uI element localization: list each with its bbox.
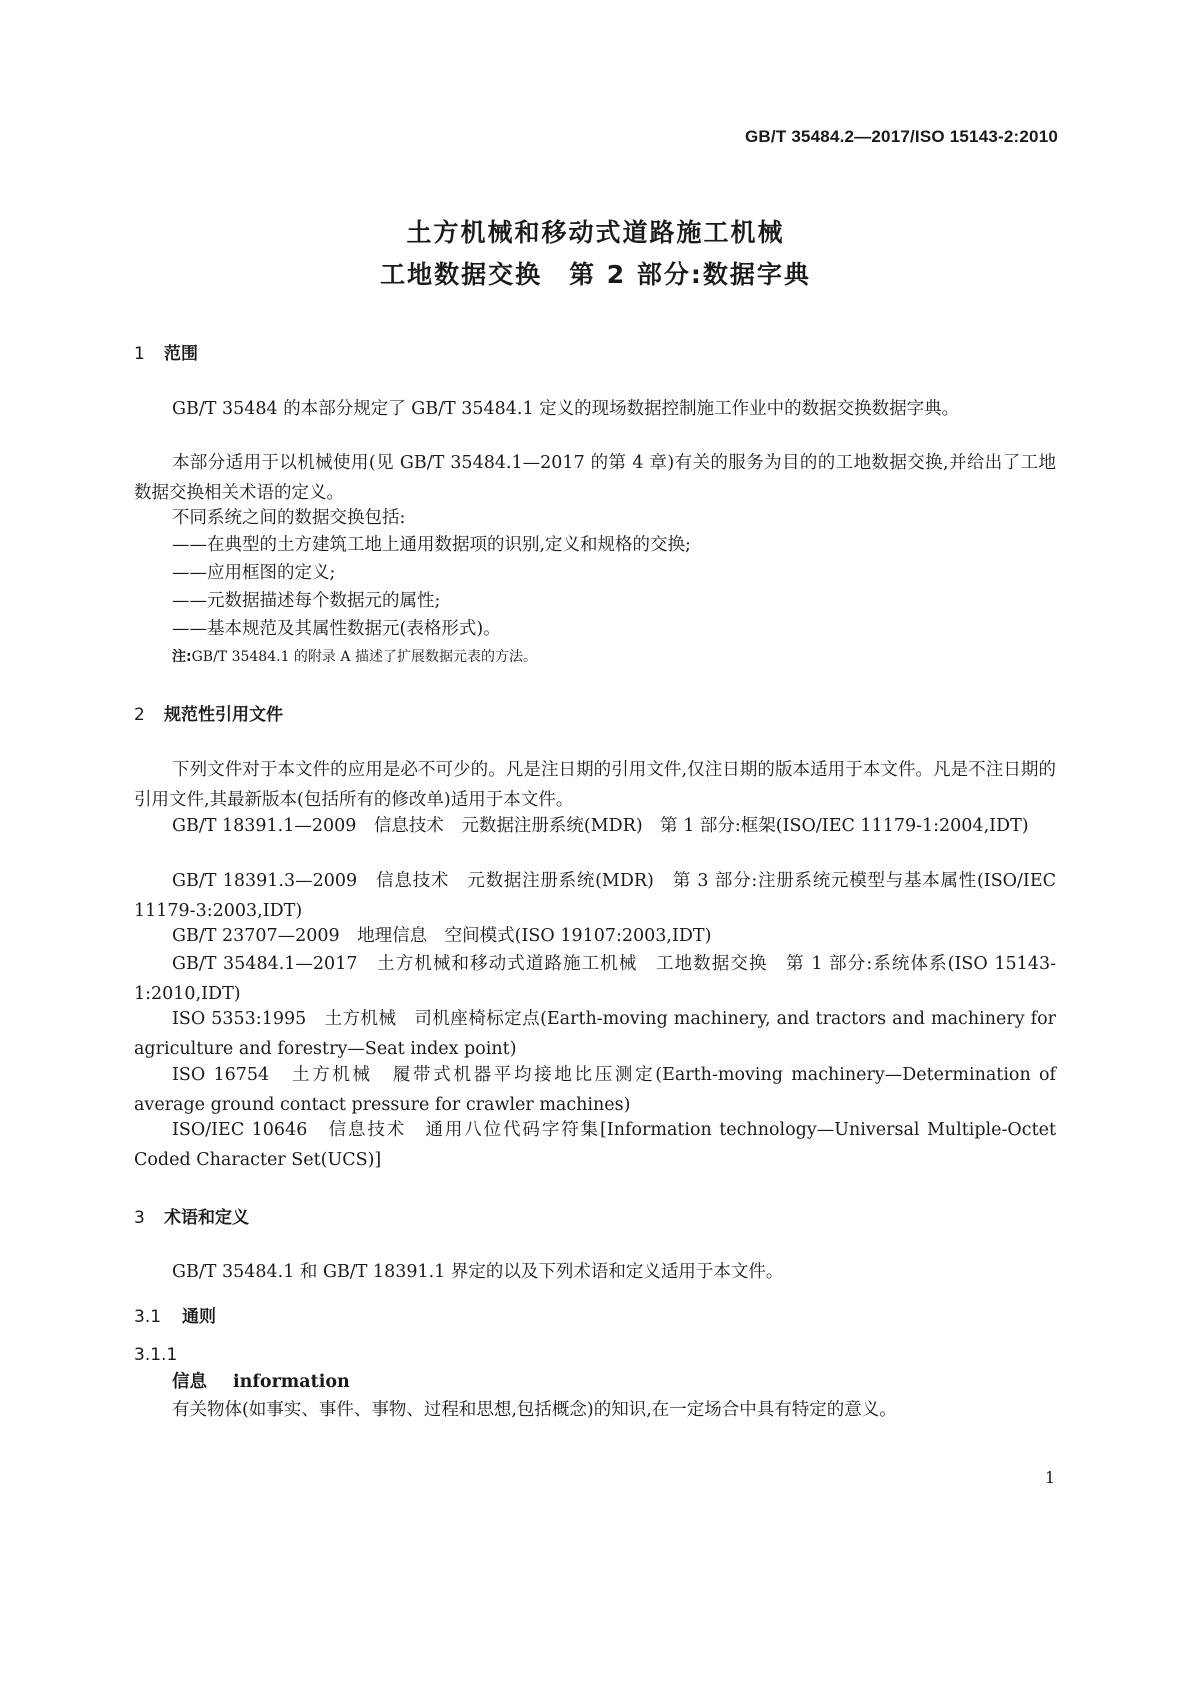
reference-entry: GB/T 35484.1—2017 土方机械和移动式道路施工机械 工地数据交换 第 1 部分:系统体系(ISO 15143-1:2010,IDT) <box>134 954 1056 1004</box>
normative-refs-intro: 下列文件对于本文件的应用是必不可少的。凡是注日期的引用文件,仅注日期的版本适用于本文件。凡是不注日期的引用文件,其最新版本(包括所有的修改单)适用于本文件。 <box>134 760 1056 810</box>
section-3-heading <box>134 1203 249 1228</box>
section-title: 范围 <box>164 344 198 364</box>
term-entry <box>172 1367 350 1397</box>
term-english: information <box>233 1372 350 1392</box>
scope-paragraph-3: 不同系统之间的数据交换包括: <box>172 508 406 528</box>
page-number: 1 <box>1044 1468 1055 1487</box>
section-number: 2 <box>134 705 145 725</box>
section-title: 规范性引用文件 <box>164 705 283 725</box>
term-chinese: 信息 <box>172 1372 207 1392</box>
reference-entry: ISO 16754 土方机械 履带式机器平均接地比压测定(Earth-moving machinery—Determination of average ground contact pressure for crawler machines) <box>134 1065 1056 1115</box>
subsection-title: 通则 <box>182 1307 216 1327</box>
section-number: 3 <box>134 1208 145 1228</box>
document-title-line1: 土方机械和移动式道路施工机械 <box>406 218 785 247</box>
note-text: GB/T 35484.1 的附录 A 描述了扩展数据元表的方法。 <box>191 649 537 665</box>
reference-entry: GB/T 18391.3—2009 信息技术 元数据注册系统(MDR) 第 3 部分:注册系统元模型与基本属性(ISO/IEC 11179-3:2003,IDT) <box>134 871 1056 921</box>
document-title-line2: 工地数据交换 第 2 部分:数据字典 <box>380 260 811 289</box>
scope-list-item: ——基本规范及其属性数据元(表格形式)。 <box>172 619 501 639</box>
scope-list-item: ——在典型的土方建筑工地上通用数据项的识别,定义和规格的交换; <box>172 535 691 555</box>
reference-entry: GB/T 23707—2009 地理信息 空间模式(ISO 19107:2003,IDT) <box>172 926 712 946</box>
scope-paragraph-2: 本部分适用于以机械使用(见 GB/T 35484.1—2017 的第 4 章)有关的服务为目的的工地数据交换,并给出了工地数据交换相关术语的定义。 <box>134 453 1056 503</box>
terms-intro: GB/T 35484.1 和 GB/T 18391.1 界定的以及下列术语和定义适用于本文件。 <box>172 1262 784 1282</box>
reference-entry: ISO 5353:1995 土方机械 司机座椅标定点(Earth-moving machinery, and tractors and machinery for agriculture and forestry—Seat index point) <box>134 1009 1056 1059</box>
scope-paragraph-1: GB/T 35484 的本部分规定了 GB/T 35484.1 定义的现场数据控制施工作业中的数据交换数据字典。 <box>172 399 960 419</box>
reference-entry: GB/T 18391.1—2009 信息技术 元数据注册系统(MDR) 第 1 部分:框架(ISO/IEC 11179-1:2004,IDT) <box>172 816 1029 836</box>
standard-code: GB/T 35484.2—2017/ISO 15143-2:2010 <box>745 127 1058 146</box>
term-number: 3.1.1 <box>134 1345 178 1365</box>
section-1-heading <box>134 339 198 364</box>
scope-list-item: ——应用框图的定义; <box>172 563 336 583</box>
subsection-number: 3.1 <box>134 1307 162 1327</box>
term-definition: 有关物体(如事实、事件、事物、过程和思想,包括概念)的知识,在一定场合中具有特定的意义。 <box>172 1400 897 1420</box>
note-label: 注: <box>172 649 192 665</box>
scope-note <box>172 646 537 668</box>
subsection-3-1-heading <box>134 1302 216 1327</box>
reference-entry: ISO/IEC 10646 信息技术 通用八位代码字符集[Information technology—Universal Multiple-Octet Coded Character Set(UCS)] <box>134 1120 1056 1170</box>
section-2-heading <box>134 700 283 725</box>
scope-list-item: ——元数据描述每个数据元的属性; <box>172 591 441 611</box>
section-title: 术语和定义 <box>164 1208 249 1228</box>
section-number: 1 <box>134 344 145 364</box>
